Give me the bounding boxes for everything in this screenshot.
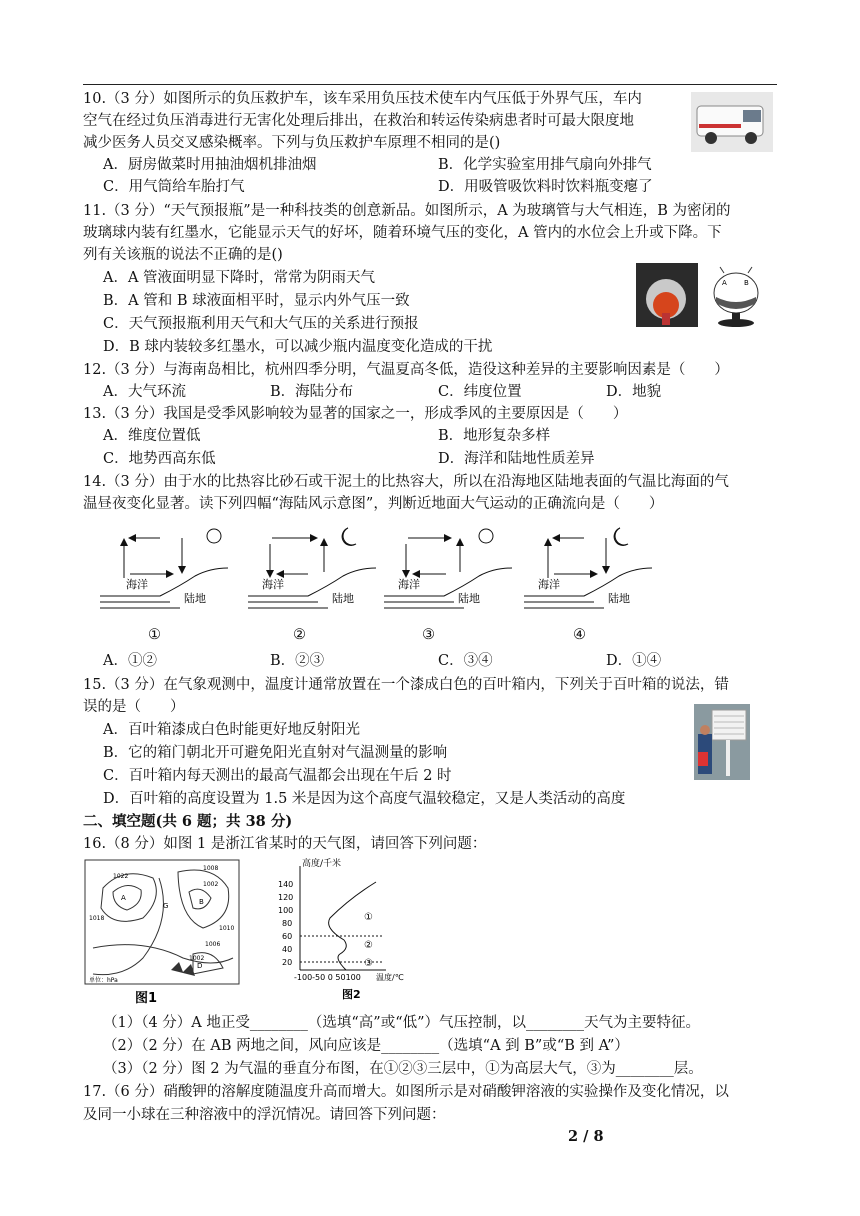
temperature-profile-figure-2 (254, 858, 434, 1008)
q13-stem: 13.（3 分）我国是受季风影响较为显著的国家之一，形成季风的主要原因是（ ） (83, 406, 628, 422)
svg-text:海洋: 海洋 (398, 578, 420, 591)
weather-bottle-figure (636, 263, 772, 327)
section-title: 二、填空题(共 6 题；共 38 分) (83, 813, 293, 830)
diagram-4 (524, 528, 652, 608)
q11-line1: 11.（3 分）“天气预报瓶”是一种科技类的创意新品。如图所示，A 为玻璃管与大气相连，B 为密闭的 (83, 203, 731, 219)
svg-text:120: 120 (278, 893, 294, 902)
svg-text:1010: 1010 (219, 925, 235, 932)
q12-option-d: D．地貌 (606, 384, 662, 400)
diagram-1 (100, 516, 228, 614)
q10-line2: 空气在经过负压消毒进行无害化处理后排出，在救治和转运传染病患者时可最大限度地 (83, 113, 634, 129)
q10-line1: 10.（3 分）如图所示的负压救护车，该车采用负压技术使车内气压低于外界气压，车内 (83, 91, 642, 107)
header-rule (83, 84, 777, 85)
svg-text:1008: 1008 (203, 865, 219, 872)
diagram-2 (248, 528, 376, 608)
svg-text:海洋: 海洋 (262, 578, 284, 591)
q10-option-d: D．用吸管吸饮料时饮料瓶变瘪了 (438, 179, 653, 195)
diagram-3 (384, 529, 512, 608)
q10-option-a: A．厨房做菜时用抽油烟机排油烟 (103, 157, 317, 173)
svg-text:A: A (121, 894, 126, 902)
svg-text:陆地: 陆地 (332, 592, 354, 605)
svg-text:1002: 1002 (203, 881, 219, 888)
q16-stem: 16.（8 分）如图 1 是浙江省某时的天气图，请回答下列问题： (83, 836, 487, 852)
q15-line2: 误的是（ ） (83, 699, 185, 715)
q12-option-c: C．纬度位置 (438, 384, 522, 400)
svg-text:1006: 1006 (205, 941, 221, 948)
q12-option-a: A．大气环流 (103, 384, 186, 400)
land-label: 陆地 (184, 592, 206, 605)
q16-part2: （2）（2 分）在 AB 两地之间，风向应该是________（选填“A 到 B”或“B 到 A”） (103, 1038, 629, 1054)
q11-option-b: B．A 管和 B 球液面相平时，显示内外气压一致 (103, 293, 410, 309)
ambulance-photo (691, 92, 773, 152)
q13-option-c: C．地势西高东低 (103, 451, 216, 467)
q14-option-c: C．③④ (438, 653, 493, 669)
svg-text:陆地: 陆地 (458, 592, 480, 605)
q10-option-c: C．用气筒给车胎打气 (103, 179, 245, 195)
q14-option-d: D．①④ (606, 653, 662, 669)
svg-text:海洋: 海洋 (538, 578, 560, 591)
q14-option-b: B．②③ (270, 653, 325, 669)
fig2-caption: 图2 (342, 988, 361, 1001)
diagram-label-3: ③ (422, 627, 435, 643)
q11-line3: 列有关该瓶的说法不正确的是() (83, 247, 283, 263)
page-number: 2 / 8 (568, 1128, 604, 1145)
fig2-xticks: -100-50 0 50100 (294, 973, 361, 982)
q15-line1: 15.（3 分）在气象观测中，温度计通常放置在一个漆成白色的百叶箱内，下列关于百叶箱的说法，错 (83, 677, 729, 693)
q15-option-d: D．百叶箱的高度设置为 1.5 米是因为这个高度气温较稳定，又是人类活动的高度 (103, 791, 626, 807)
svg-text:①: ① (364, 912, 373, 923)
svg-text:40: 40 (282, 945, 293, 954)
svg-text:60: 60 (282, 932, 293, 941)
q13-option-a: A．维度位置低 (103, 428, 201, 444)
svg-text:A: A (722, 279, 727, 287)
svg-text:D: D (197, 962, 203, 970)
diagram-label-1: ① (148, 627, 161, 643)
svg-text:1002: 1002 (189, 955, 205, 962)
q14-line2: 温昼夜变化显著。读下列四幅“海陆风示意图”，判断近地面大气运动的正确流向是（ ） (83, 496, 664, 512)
svg-text:G: G (163, 902, 169, 910)
q15-option-a: A．百叶箱漆成白色时能更好地反射阳光 (103, 722, 360, 738)
q11-option-c: C．天气预报瓶利用天气和大气压的关系进行预报 (103, 316, 419, 332)
q13-option-b: B．地形复杂多样 (438, 428, 551, 444)
louver-box-photo (694, 704, 750, 780)
diagram-label-2: ② (293, 627, 306, 643)
svg-text:20: 20 (282, 958, 293, 967)
q12-stem: 12.（3 分）与海南岛相比，杭州四季分明，气温夏高冬低，造役这种差异的主要影响因素是（ ） (83, 362, 729, 378)
q11-line2: 玻璃球内装有红墨水，它能显示天气的好坏，随着环境气压的变化，A 管内的水位会上升或下降。下 (83, 225, 722, 241)
svg-text:100: 100 (278, 906, 294, 915)
svg-text:③: ③ (364, 958, 373, 969)
svg-text:陆地: 陆地 (608, 592, 630, 605)
svg-text:1018: 1018 (89, 915, 105, 922)
diagram-label-4: ④ (573, 627, 586, 643)
q10-option-b: B．化学实验室用排气扇向外排气 (438, 157, 652, 173)
q14-line1: 14.（3 分）由于水的比热容比砂石或干泥土的比热容大，所以在沿海地区陆地表面的气温比海面的气 (83, 474, 729, 490)
sea-land-breeze-diagrams (100, 516, 652, 620)
q17-line2: 及同一小球在三种溶液中的浮沉情况。请回答下列问题： (83, 1107, 446, 1123)
q14-option-a: A．①② (103, 653, 157, 669)
fig1-caption: 图1 (135, 991, 158, 1006)
svg-text:1022: 1022 (113, 873, 129, 880)
svg-text:②: ② (364, 940, 373, 951)
weather-map-figure-1 (83, 858, 243, 1008)
q10-line3: 减少医务人员交叉感染概率。下列与负压救护车原理不相同的是() (83, 135, 501, 151)
fig2-xlabel: 温度/℃ (376, 973, 404, 982)
fig1-unit: 单位：hPa (89, 977, 118, 984)
q17-line1: 17.（6 分）硝酸钾的溶解度随温度升高而增大。如图所示是对硝酸钾溶液的实验操作及变化情况，以 (83, 1084, 729, 1100)
fig2-ylabel: 高度/千米 (302, 859, 342, 869)
svg-text:B: B (744, 279, 749, 287)
q12-option-b: B．海陆分布 (270, 384, 354, 400)
q16-part3: （3）（2 分）图 2 为气温的垂直分布图，在①②③三层中，①为高层大气，③为________层。 (103, 1061, 703, 1077)
svg-text:B: B (199, 898, 204, 906)
q11-option-a: A．A 管液面明显下降时，常常为阴雨天气 (103, 270, 376, 286)
q13-option-d: D．海洋和陆地性质差异 (438, 451, 595, 467)
q11-option-d: D．B 球内装较多红墨水，可以减少瓶内温度变化造成的干扰 (103, 339, 493, 355)
q16-part1: （1）（4 分）A 地正受________（选填“高”或“低”）气压控制，以________天气为主要特征。 (103, 1015, 701, 1031)
q15-option-b: B．它的箱门朝北开可避免阳光直射对气温测量的影响 (103, 745, 448, 761)
sea-label: 海洋 (126, 578, 148, 591)
svg-text:140: 140 (278, 880, 294, 889)
svg-text:80: 80 (282, 919, 293, 928)
q15-option-c: C．百叶箱内每天测出的最高气温都会出现在午后 2 时 (103, 768, 452, 784)
